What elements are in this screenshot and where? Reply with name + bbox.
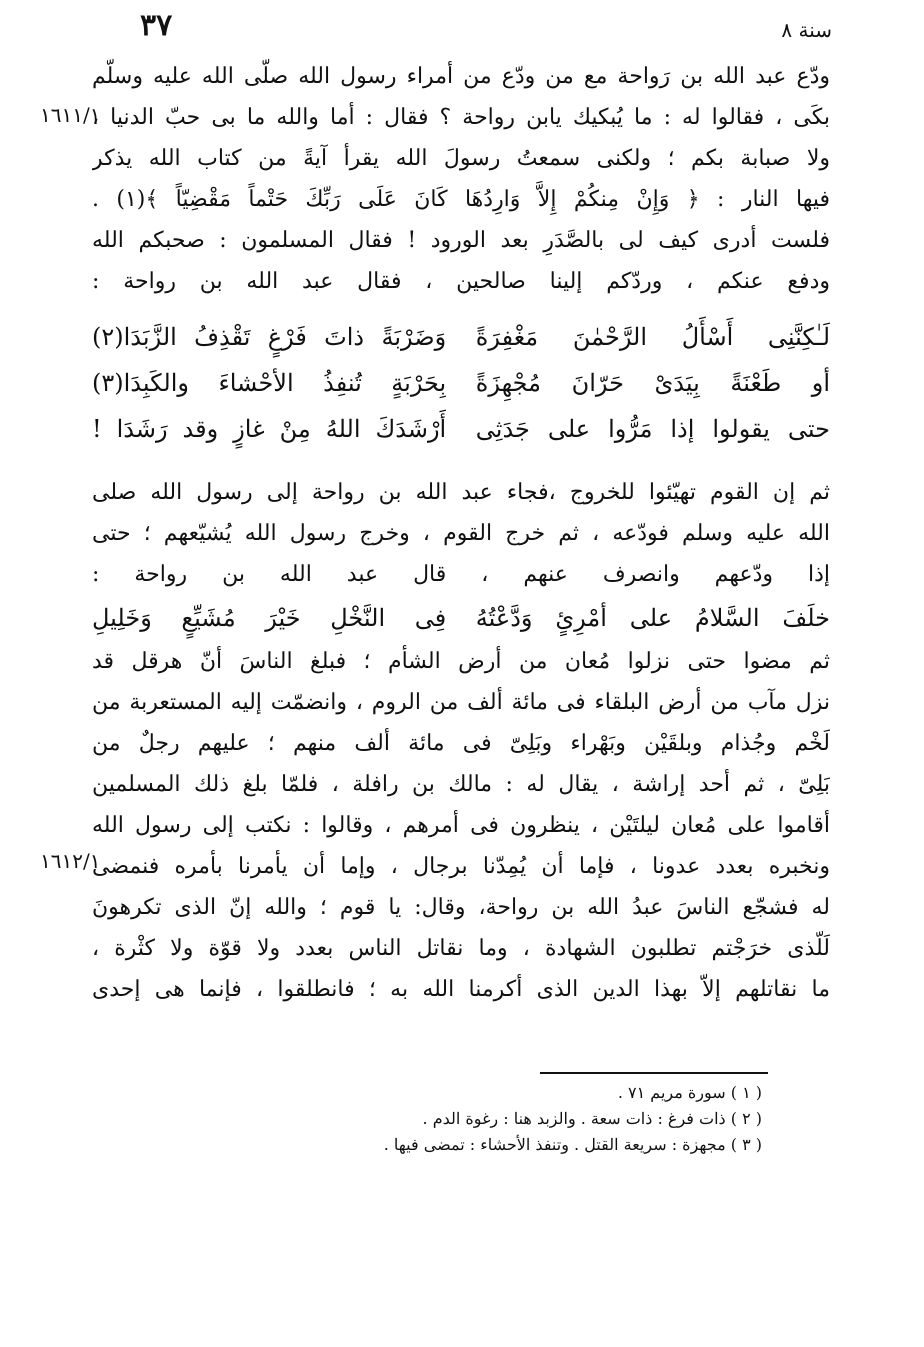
margin-reference-2: ١٦١٢/١ <box>40 849 101 873</box>
text-line: ما نقاتلهم إلاّ بهذا الدين الذى أكرمنا الله به ؛ فانطلقوا ، فإنما هى إحدى <box>92 977 830 1002</box>
verse-line <box>92 314 830 360</box>
text-line: لَلّذى خرَجْتم تطلبون الشهادة ، وما نقاتل الناس بعدد ولا قوّة ولا كثْرة ، <box>92 936 830 961</box>
verse-line <box>92 406 830 452</box>
text-line: إذا ودّعهم وانصرف عنهم ، قال عبد الله بن رواحة : <box>92 562 830 587</box>
text-line: الله عليه وسلم فودّعه ، ثم خرج القوم ، وخرج رسول الله يُشيّعهم ؛ حتى <box>92 521 830 546</box>
text-line: ثم إن القوم تهيّئوا للخروج ،فجاء عبد الله بن رواحة إلى رسول الله صلى <box>92 480 830 505</box>
paragraph-muan <box>92 641 830 1010</box>
verse-second-hemistich: وَضَرْبَةً ذاتَ فَرْغٍ تَقْذِفُ الزَّبَدَا(٢) <box>92 323 447 351</box>
paragraph-farewell <box>92 56 830 302</box>
verse-first-hemistich: لَـٰكِنَّنِى أَسْأَلُ الرَّحْمٰنَ مَغْفِرَةً <box>475 323 830 351</box>
text-line: ثم مضوا حتى نزلوا مُعان من أرض الشأم ؛ فبلغ الناسَ أنّ هرقل قد <box>92 649 830 674</box>
verse-second-hemistich: أَرْشَدَكَ اللهُ مِنْ غازٍ وقد رَشَدَا ! <box>92 415 447 443</box>
page-number: ٣٧ <box>140 8 173 43</box>
quran-verse-line: فيها النار : ﴿ وَإِنْ مِنكُمْ إِلاَّ وَارِدُهَا كَانَ عَلَى رَبِّكَ حَتْماً مَقْضِيّاً ﴾(١) . <box>92 187 830 212</box>
text-line: ولا صبابة بكم ؛ ولكنى سمعتُ رسولَ الله يقرأ آيةً من كتاب الله يذكر <box>92 146 830 171</box>
text-line: لَخْم وجُذام وبلقَيْن وبَهْراء وبَلِىّ فى مائة ألف منهم ؛ عليهم رجلٌ من <box>92 731 830 756</box>
running-head: سنة ٨ <box>781 18 832 42</box>
poem-block-2 <box>92 595 830 641</box>
text-line: بَلِىّ ، ثم أحد إراشة ، يقال له : مالك بن رافلة ، فلمّا بلغ ذلك المسلمين <box>92 772 830 797</box>
verse-second-hemistich: بِحَرْبَةٍ تُنفِذُ الأحْشاءَ والكَبِدَا(٣) <box>92 369 447 397</box>
verse-line <box>92 595 830 641</box>
text-line: ونخبره بعدد عدونا ، فإما أن يُمِدّنا برجال ، وإما أن يأمرنا بأمره فنمضى <box>92 854 830 879</box>
text-line: بكَى ، فقالوا له : ما يُبكيك يابن رواحة ؟ فقال : أما والله ما بى حبّ الدنيا ، <box>92 105 830 130</box>
footnote-3: ( ٣ ) مجهزة : سريعة القتل . وتنفذ الأحشاء : تمضى فيها . <box>383 1135 762 1154</box>
verse-line <box>92 360 830 406</box>
text-line: نزل مآب من أرض البلقاء فى مائة ألف من الروم ، وانضمّت إليه المستعربة من <box>92 690 830 715</box>
verse-first-hemistich: أو طَعْنَةً بِيَدَىْ حَرّانَ مُجْهِزَةً <box>475 369 830 397</box>
text-line: ودّع عبد الله بن رَواحة مع من ودّع من أمراء رسول الله صلّى الله عليه وسلّم <box>92 64 830 89</box>
verse-first-hemistich: حتى يقولوا إذا مَرُّوا على جَدَثِى <box>475 415 830 443</box>
text-line: أقاموا على مُعان ليلتَيْن ، ينظرون فى أمرهم ، وقالوا : نكتب إلى رسول الله <box>92 813 830 838</box>
page-header <box>140 8 832 48</box>
main-text <box>92 56 830 1010</box>
paragraph-departure <box>92 472 830 595</box>
poem-block-1 <box>92 314 830 452</box>
text-line: له فشجّع الناسَ عبدُ الله بن رواحة، وقال: يا قوم ؛ والله إنّ الذى تكرهونَ <box>92 895 830 920</box>
margin-reference-1: ١٦١١/١ <box>40 103 101 127</box>
footnote-divider <box>540 1072 768 1074</box>
text-line: ودفع عنكم ، وردّكم إلينا صالحين ، فقال عبد الله بن رواحة : <box>92 269 830 294</box>
footnote-2: ( ٢ ) ذات فرغ : ذات سعة . والزبد هنا : رغوة الدم . <box>422 1109 762 1128</box>
footnotes <box>202 1080 762 1158</box>
verse-second-hemistich: فِى النَّخْلِ خَيْرَ مُشَيِّعٍ وَخَلِيلِ <box>92 604 447 632</box>
verse-first-hemistich: خلَفَ السَّلامُ على أمْرِئٍ وَدَّعْتُهُ <box>475 604 830 632</box>
text-line: فلست أدرى كيف لى بالصَّدَرِ بعد الورود ! فقال المسلمون : صحبكم الله <box>92 228 830 253</box>
footnote-1: ( ١ ) سورة مريم ٧١ . <box>617 1083 762 1102</box>
